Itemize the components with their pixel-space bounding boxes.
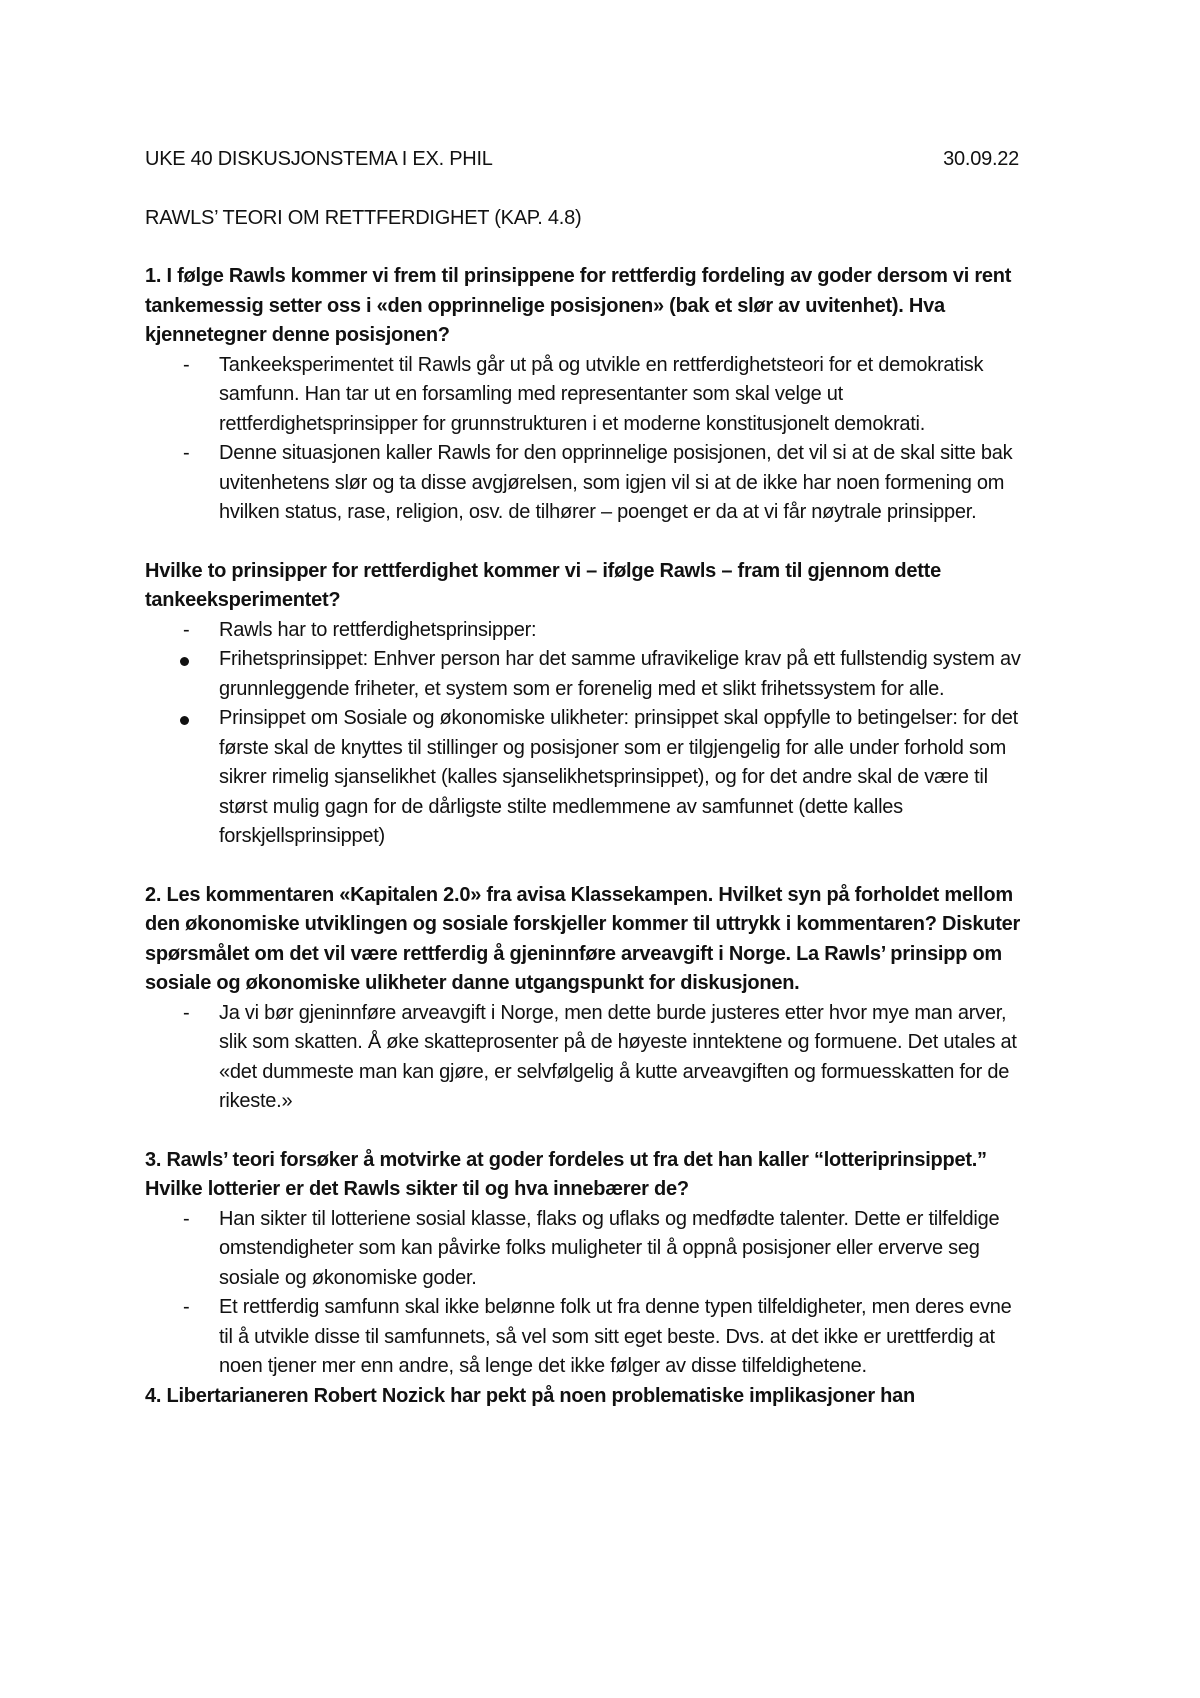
document-header bbox=[145, 145, 1025, 175]
document-title: UKE 40 DISKUSJONSTEMA I EX. PHIL bbox=[145, 148, 493, 170]
answer-text: Denne situasjonen kaller Rawls for den opprinnelige posisjonen, det vil si at de skal sitte bak uvitenhetens slør og ta disse avgjørelsen, som igjen vil si at de ikke har noen formening om hvilken status, rase, religion, osv. de tilhører – poenget er da at vi får nøytrale prinsipper. bbox=[219, 442, 1013, 523]
dash-marker: - bbox=[183, 1207, 190, 1230]
question-1: 1. I følge Rawls kommer vi frem til prinsippene for rettferdig fordeling av goder dersom vi rent tankemessig setter oss i «den opprinnelige posisjonen» (bak et slør av uvitenhet). Hva kjennetegner denne posisjonen? bbox=[145, 265, 1012, 346]
bullet-text: Frihetsprinsippet: Enhver person har det samme ufravikelige krav på ett fullstendig system av grunnleggende friheter, et system som er forenelig med et slikt frihetssystem for alle. bbox=[219, 648, 1021, 700]
answer-list-q1b bbox=[145, 616, 1025, 646]
bullet-marker bbox=[180, 716, 189, 725]
dash-marker: - bbox=[183, 442, 190, 464]
answer-text: Tankeeksperimentet til Rawls går ut på og utvikle en rettferdighetsteori for et demokratisk samfunn. Han tar ut en forsamling med representanter som skal velge ut rettferdighetsprinsipper for grunnstrukturen i et moderne konstitusjonelt demokrati. bbox=[219, 353, 984, 435]
list-item bbox=[145, 616, 1025, 646]
answer-text: Et rettferdig samfunn skal ikke belønne folk ut fra denne typen tilfeldigheter, men deres evne til å utvikle disse til samfunnets, så vel som sitt eget beste. Dvs. at det ikke er urettferdig at noen tjener mer enn andre, så lenge det ikke følger av disse tilfeldighetene. bbox=[219, 1296, 1012, 1377]
bullet-marker bbox=[180, 657, 189, 666]
list-item bbox=[145, 1205, 1025, 1294]
answer-list-q3 bbox=[145, 1205, 1025, 1382]
answer-text: Han sikter til lotteriene sosial klasse, flaks og uflaks og medfødte talenter. Dette er tilfeldige omstendigheter som kan påvirke folks muligheter til å oppnå posisjoner eller erverve seg sosiale og økonomiske goder. bbox=[219, 1207, 1000, 1289]
document-body bbox=[145, 145, 1025, 1411]
bullet-list-principles bbox=[145, 645, 1025, 852]
dash-marker: - bbox=[183, 353, 190, 376]
question-1b: Hvilke to prinsipper for rettferdighet kommer vi – ifølge Rawls – fram til gjennom dette tankeeksperimentet? bbox=[145, 559, 941, 611]
section-heading: RAWLS’ TEORI OM RETTFERDIGHET (KAP. 4.8) bbox=[145, 206, 582, 229]
answer-text: Ja vi bør gjeninnføre arveavgift i Norge, men dette burde justeres etter hvor mye man arver, slik som skatten. Å øke skatteprosenter på de høyeste inntektene og formuene. Det utales at «det dummeste man kan gjøre, er selvfølgelig å kutte arveavgiften og formuesskatten for de rikeste.» bbox=[219, 1001, 1017, 1112]
list-item bbox=[145, 645, 1025, 704]
list-item bbox=[145, 1293, 1025, 1382]
dash-marker: - bbox=[183, 618, 190, 641]
list-item bbox=[145, 439, 1025, 528]
document-date: 30.09.22 bbox=[943, 148, 1019, 170]
answer-list-q1 bbox=[145, 351, 1025, 528]
question-2: 2. Les kommentaren «Kapitalen 2.0» fra avisa Klassekampen. Hvilket syn på forholdet mellom den økonomiske utviklingen og sosiale forskjeller kommer til uttrykk i kommentaren? Diskuter spørsmålet om det vil være rettferdig å gjeninnføre arveavgift i Norge. La Rawls’ prinsipp om sosiale og økonomiske ulikheter danne utgangspunkt for diskusjonen. bbox=[145, 883, 1021, 994]
list-item bbox=[145, 704, 1025, 852]
list-item bbox=[145, 351, 1025, 440]
answer-text: Rawls har to rettferdighetsprinsipper: bbox=[219, 618, 537, 641]
question-4: 4. Libertarianeren Robert Nozick har pekt på noen problematiske implikasjoner han bbox=[145, 1384, 915, 1407]
question-3: 3. Rawls’ teori forsøker å motvirke at goder fordeles ut fra det han kaller “lotteriprinsippet.” Hvilke lotterier er det Rawls sikter til og hva innebærer de? bbox=[145, 1148, 987, 1200]
answer-list-q2 bbox=[145, 999, 1025, 1117]
bullet-text: Prinsippet om Sosiale og økonomiske ulikheter: prinsippet skal oppfylle to betingelser: for det første skal de knyttes til stillinger og posisjoner som er tilgjengelig for alle under forhold som sikrer rimelig sjanselikhet (kalles sjanselikhetsprinsippet), og for det andre skal de være til størst mulig gagn for de dårligste stilte medlemmene av samfunnet (dette kalles forskjellsprinsippet) bbox=[219, 707, 1018, 847]
dash-marker: - bbox=[183, 1001, 190, 1024]
list-item bbox=[145, 999, 1025, 1117]
dash-marker: - bbox=[183, 1296, 190, 1318]
